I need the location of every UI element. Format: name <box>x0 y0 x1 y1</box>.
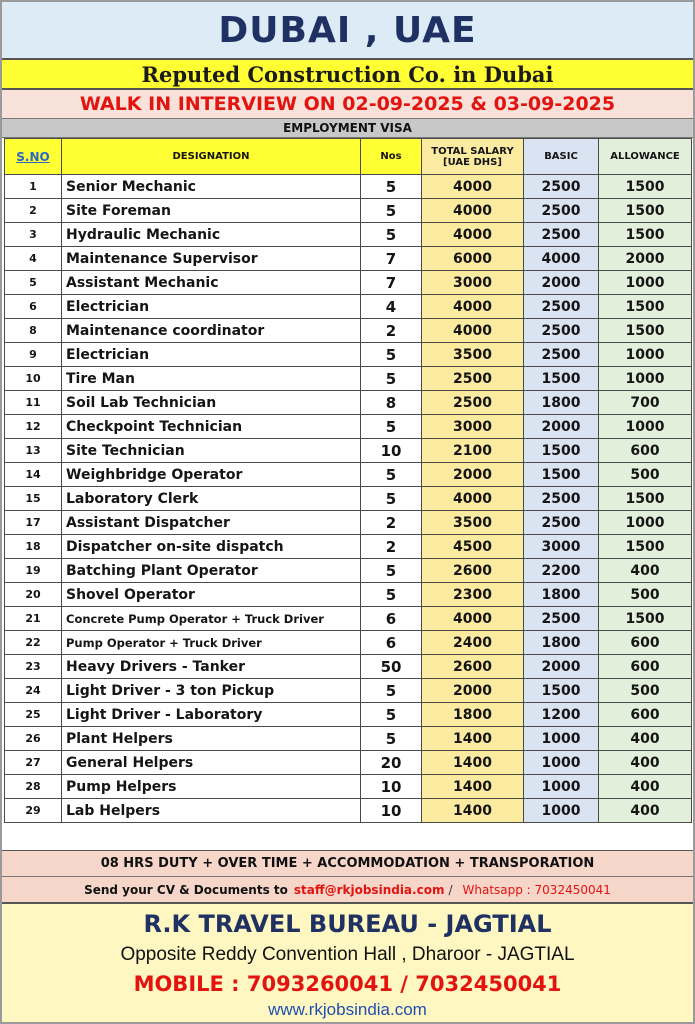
header-total-line1: TOTAL SALARY <box>431 145 514 157</box>
cell-designation: Laboratory Clerk <box>62 487 361 511</box>
cell-designation: Maintenance Supervisor <box>62 247 361 271</box>
table-row <box>5 775 692 799</box>
cell-nos: 2 <box>361 319 422 343</box>
cell-sno: 22 <box>5 631 62 655</box>
cell-allowance: 600 <box>599 439 692 463</box>
table-row <box>5 175 692 199</box>
cell-nos: 5 <box>361 583 422 607</box>
cell-sno: 29 <box>5 799 62 823</box>
cell-total-salary: 1800 <box>422 703 524 727</box>
table-row <box>5 223 692 247</box>
cell-allowance: 2000 <box>599 247 692 271</box>
cell-nos: 2 <box>361 535 422 559</box>
header-total-line2: [UAE DHS] <box>443 156 502 168</box>
cell-nos: 8 <box>361 391 422 415</box>
cell-designation: Batching Plant Operator <box>62 559 361 583</box>
cell-total-salary: 1400 <box>422 751 524 775</box>
cell-total-salary: 1400 <box>422 775 524 799</box>
cell-allowance: 600 <box>599 655 692 679</box>
cell-sno: 18 <box>5 535 62 559</box>
cell-total-salary: 2500 <box>422 367 524 391</box>
cell-allowance: 1500 <box>599 175 692 199</box>
cell-nos: 10 <box>361 439 422 463</box>
cell-designation: Weighbridge Operator <box>62 463 361 487</box>
jobs-table-header <box>5 139 692 175</box>
cell-allowance: 1000 <box>599 271 692 295</box>
cell-basic: 2000 <box>524 655 599 679</box>
cell-allowance: 1000 <box>599 343 692 367</box>
cell-allowance: 1500 <box>599 199 692 223</box>
cell-total-salary: 2500 <box>422 391 524 415</box>
table-row <box>5 439 692 463</box>
cell-designation: Heavy Drivers - Tanker <box>62 655 361 679</box>
cell-designation: Assistant Dispatcher <box>62 511 361 535</box>
cell-allowance: 1000 <box>599 367 692 391</box>
cell-basic: 1800 <box>524 391 599 415</box>
agency-address: Opposite Reddy Convention Hall , Dharoor - JAGTIAL <box>120 944 575 965</box>
table-row <box>5 631 692 655</box>
cell-basic: 2200 <box>524 559 599 583</box>
cell-designation: Shovel Operator <box>62 583 361 607</box>
cell-total-salary: 1400 <box>422 727 524 751</box>
cell-nos: 5 <box>361 559 422 583</box>
cell-basic: 2500 <box>524 319 599 343</box>
cell-sno: 28 <box>5 775 62 799</box>
cell-allowance: 500 <box>599 583 692 607</box>
cell-designation: Plant Helpers <box>62 727 361 751</box>
cell-total-salary: 4000 <box>422 319 524 343</box>
table-row <box>5 799 692 823</box>
cell-sno: 25 <box>5 703 62 727</box>
cell-designation: Maintenance coordinator <box>62 319 361 343</box>
contact-bar <box>2 876 693 904</box>
walkin-interview-banner: WALK IN INTERVIEW ON 02-09-2025 & 03-09-2025 <box>2 90 693 118</box>
cell-nos: 5 <box>361 175 422 199</box>
cell-total-salary: 2300 <box>422 583 524 607</box>
cell-basic: 1500 <box>524 679 599 703</box>
table-row <box>5 247 692 271</box>
table-row <box>5 319 692 343</box>
cell-basic: 2500 <box>524 175 599 199</box>
cell-nos: 5 <box>361 343 422 367</box>
cell-designation: Senior Mechanic <box>62 175 361 199</box>
header-basic: BASIC <box>524 139 599 175</box>
cell-basic: 1800 <box>524 631 599 655</box>
cell-designation: Concrete Pump Operator + Truck Driver <box>62 607 361 631</box>
table-row <box>5 559 692 583</box>
cell-allowance: 500 <box>599 463 692 487</box>
cell-total-salary: 4000 <box>422 223 524 247</box>
table-row <box>5 511 692 535</box>
agency-mobile: MOBILE : 7093260041 / 7032450041 <box>133 972 562 996</box>
cell-basic: 1500 <box>524 439 599 463</box>
table-row <box>5 487 692 511</box>
table-row <box>5 295 692 319</box>
cell-basic: 1000 <box>524 799 599 823</box>
cell-total-salary: 4000 <box>422 487 524 511</box>
contact-email-link[interactable]: staff@rkjobsindia.com <box>293 882 445 897</box>
cell-nos: 4 <box>361 295 422 319</box>
table-row <box>5 271 692 295</box>
table-row <box>5 655 692 679</box>
company-banner: Reputed Construction Co. in Dubai <box>2 58 693 90</box>
cell-basic: 1200 <box>524 703 599 727</box>
cell-allowance: 1000 <box>599 415 692 439</box>
cell-sno: 8 <box>5 319 62 343</box>
cell-total-salary: 2400 <box>422 631 524 655</box>
cell-allowance: 500 <box>599 679 692 703</box>
cell-nos: 50 <box>361 655 422 679</box>
cell-designation: General Helpers <box>62 751 361 775</box>
cell-sno: 4 <box>5 247 62 271</box>
cell-total-salary: 3000 <box>422 271 524 295</box>
cell-sno: 2 <box>5 199 62 223</box>
cell-sno: 6 <box>5 295 62 319</box>
cell-nos: 5 <box>361 679 422 703</box>
cell-nos: 5 <box>361 727 422 751</box>
cell-basic: 2500 <box>524 607 599 631</box>
cell-basic: 1000 <box>524 727 599 751</box>
cell-sno: 15 <box>5 487 62 511</box>
table-row <box>5 679 692 703</box>
cell-allowance: 400 <box>599 799 692 823</box>
cell-total-salary: 2000 <box>422 463 524 487</box>
agency-name: R.K TRAVEL BUREAU - JAGTIAL <box>143 910 552 938</box>
jobs-table <box>4 138 692 823</box>
cell-designation: Pump Operator + Truck Driver <box>62 631 361 655</box>
table-row <box>5 703 692 727</box>
cell-total-salary: 4000 <box>422 295 524 319</box>
cell-total-salary: 4000 <box>422 175 524 199</box>
cell-allowance: 1500 <box>599 295 692 319</box>
table-row <box>5 607 692 631</box>
visa-type-bar: EMPLOYMENT VISA <box>2 118 693 138</box>
cell-nos: 5 <box>361 223 422 247</box>
cell-basic: 2000 <box>524 271 599 295</box>
cell-nos: 5 <box>361 487 422 511</box>
table-row <box>5 391 692 415</box>
cell-allowance: 1000 <box>599 511 692 535</box>
table-row <box>5 751 692 775</box>
header-designation: DESIGNATION <box>62 139 361 175</box>
cell-allowance: 700 <box>599 391 692 415</box>
cell-nos: 5 <box>361 199 422 223</box>
cell-total-salary: 3500 <box>422 343 524 367</box>
cell-nos: 20 <box>361 751 422 775</box>
cell-total-salary: 1400 <box>422 799 524 823</box>
table-row <box>5 199 692 223</box>
cell-designation: Light Driver - Laboratory <box>62 703 361 727</box>
cell-designation: Assistant Mechanic <box>62 271 361 295</box>
benefits-bar: 08 HRS DUTY + OVER TIME + ACCOMMODATION + TRANSPORATION <box>2 850 693 876</box>
cell-basic: 2500 <box>524 295 599 319</box>
contact-separator: / <box>448 882 453 897</box>
cell-sno: 23 <box>5 655 62 679</box>
cell-allowance: 1500 <box>599 535 692 559</box>
cell-designation: Hydraulic Mechanic <box>62 223 361 247</box>
table-row <box>5 367 692 391</box>
cell-sno: 11 <box>5 391 62 415</box>
cell-designation: Dispatcher on-site dispatch <box>62 535 361 559</box>
cell-basic: 2500 <box>524 343 599 367</box>
header-allowance: ALLOWANCE <box>599 139 692 175</box>
cell-nos: 2 <box>361 511 422 535</box>
header-nos: Nos <box>361 139 422 175</box>
cell-basic: 2500 <box>524 223 599 247</box>
cell-designation: Site Technician <box>62 439 361 463</box>
cell-allowance: 400 <box>599 751 692 775</box>
jobs-table-body <box>5 175 692 823</box>
cell-nos: 6 <box>361 631 422 655</box>
cell-total-salary: 2600 <box>422 655 524 679</box>
cell-designation: Checkpoint Technician <box>62 415 361 439</box>
cell-designation: Site Foreman <box>62 199 361 223</box>
cell-total-salary: 4000 <box>422 607 524 631</box>
cell-sno: 21 <box>5 607 62 631</box>
table-row <box>5 343 692 367</box>
cell-allowance: 1500 <box>599 319 692 343</box>
cell-allowance: 1500 <box>599 487 692 511</box>
table-row <box>5 727 692 751</box>
cell-sno: 10 <box>5 367 62 391</box>
cell-nos: 10 <box>361 799 422 823</box>
cell-sno: 17 <box>5 511 62 535</box>
cell-total-salary: 3500 <box>422 511 524 535</box>
header-sno: S.NO <box>5 139 62 175</box>
cell-allowance: 1500 <box>599 223 692 247</box>
cell-nos: 7 <box>361 271 422 295</box>
table-row <box>5 415 692 439</box>
cell-sno: 12 <box>5 415 62 439</box>
cell-nos: 6 <box>361 607 422 631</box>
cell-nos: 5 <box>361 415 422 439</box>
cell-designation: Electrician <box>62 295 361 319</box>
cell-allowance: 400 <box>599 727 692 751</box>
cell-sno: 9 <box>5 343 62 367</box>
cell-allowance: 600 <box>599 703 692 727</box>
cell-designation: Soil Lab Technician <box>62 391 361 415</box>
cell-designation: Tire Man <box>62 367 361 391</box>
cell-basic: 2500 <box>524 487 599 511</box>
cell-designation: Lab Helpers <box>62 799 361 823</box>
cell-sno: 13 <box>5 439 62 463</box>
contact-whatsapp: Whatsapp : 7032450041 <box>462 882 611 897</box>
cell-basic: 1500 <box>524 463 599 487</box>
cell-designation: Electrician <box>62 343 361 367</box>
cell-sno: 20 <box>5 583 62 607</box>
cell-nos: 7 <box>361 247 422 271</box>
table-row <box>5 463 692 487</box>
cell-sno: 14 <box>5 463 62 487</box>
cell-designation: Pump Helpers <box>62 775 361 799</box>
cell-sno: 1 <box>5 175 62 199</box>
cell-sno: 24 <box>5 679 62 703</box>
cell-total-salary: 6000 <box>422 247 524 271</box>
cell-basic: 1000 <box>524 751 599 775</box>
cell-basic: 1500 <box>524 367 599 391</box>
location-title: DUBAI , UAE <box>2 2 693 58</box>
cell-basic: 2000 <box>524 415 599 439</box>
cell-basic: 1000 <box>524 775 599 799</box>
cell-basic: 2500 <box>524 199 599 223</box>
cell-allowance: 400 <box>599 559 692 583</box>
cell-basic: 4000 <box>524 247 599 271</box>
cell-designation: Light Driver - 3 ton Pickup <box>62 679 361 703</box>
cell-sno: 5 <box>5 271 62 295</box>
cell-nos: 5 <box>361 367 422 391</box>
cell-allowance: 400 <box>599 775 692 799</box>
agency-footer <box>2 904 693 1022</box>
header-total-salary <box>422 139 524 175</box>
cell-allowance: 600 <box>599 631 692 655</box>
cell-total-salary: 4500 <box>422 535 524 559</box>
table-row <box>5 535 692 559</box>
cell-basic: 1800 <box>524 583 599 607</box>
cell-sno: 27 <box>5 751 62 775</box>
cell-total-salary: 2000 <box>422 679 524 703</box>
cell-sno: 19 <box>5 559 62 583</box>
cell-total-salary: 2600 <box>422 559 524 583</box>
cell-basic: 3000 <box>524 535 599 559</box>
cell-nos: 5 <box>361 703 422 727</box>
cell-basic: 2500 <box>524 511 599 535</box>
contact-label: Send your CV & Documents to <box>84 882 288 897</box>
cell-nos: 5 <box>361 463 422 487</box>
cell-allowance: 1500 <box>599 607 692 631</box>
cell-sno: 3 <box>5 223 62 247</box>
cell-sno: 26 <box>5 727 62 751</box>
cell-nos: 10 <box>361 775 422 799</box>
cell-total-salary: 2100 <box>422 439 524 463</box>
table-row <box>5 583 692 607</box>
cell-total-salary: 3000 <box>422 415 524 439</box>
agency-website-link[interactable]: www.rkjobsindia.com <box>268 1000 427 1019</box>
cell-total-salary: 4000 <box>422 199 524 223</box>
